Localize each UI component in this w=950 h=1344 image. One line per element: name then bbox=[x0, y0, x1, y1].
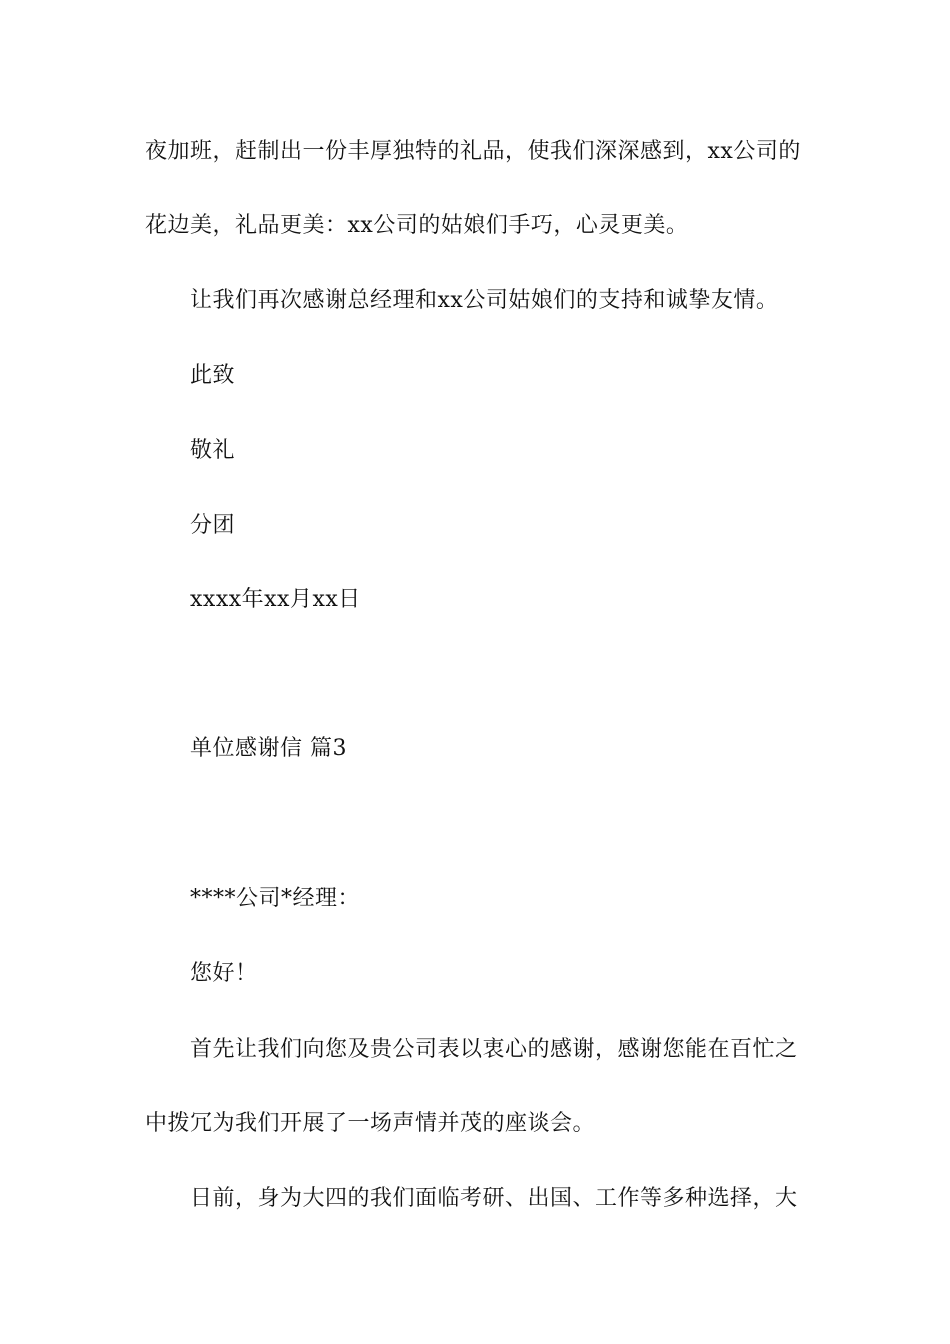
paragraph-line: 中拨冗为我们开展了一场声情并茂的座谈会。 bbox=[145, 1111, 596, 1136]
paragraph-line: 日前，身为大四的我们面临考研、出国、工作等多种选择，大 bbox=[190, 1186, 798, 1211]
greeting: 您好！ bbox=[190, 961, 258, 986]
closing-salute: 敬礼 bbox=[190, 438, 236, 463]
date-line: xxxx年xx月xx日 bbox=[190, 587, 361, 612]
section-title: 单位感谢信 篇3 bbox=[190, 736, 347, 761]
salutation: ****公司*经理： bbox=[190, 886, 361, 911]
paragraph-line: 夜加班，赶制出一份丰厚独特的礼品，使我们深深感到，xx公司的 bbox=[145, 139, 801, 164]
signature: 分团 bbox=[190, 513, 236, 538]
paragraph-line: 让我们再次感谢总经理和xx公司姑娘们的支持和诚挚友情。 bbox=[190, 288, 779, 313]
paragraph-line: 花边美，礼品更美：xx公司的姑娘们手巧，心灵更美。 bbox=[145, 213, 689, 238]
paragraph-line: 首先让我们向您及贵公司表以衷心的感谢，感谢您能在百忙之 bbox=[190, 1037, 798, 1062]
closing-phrase: 此致 bbox=[190, 363, 236, 388]
